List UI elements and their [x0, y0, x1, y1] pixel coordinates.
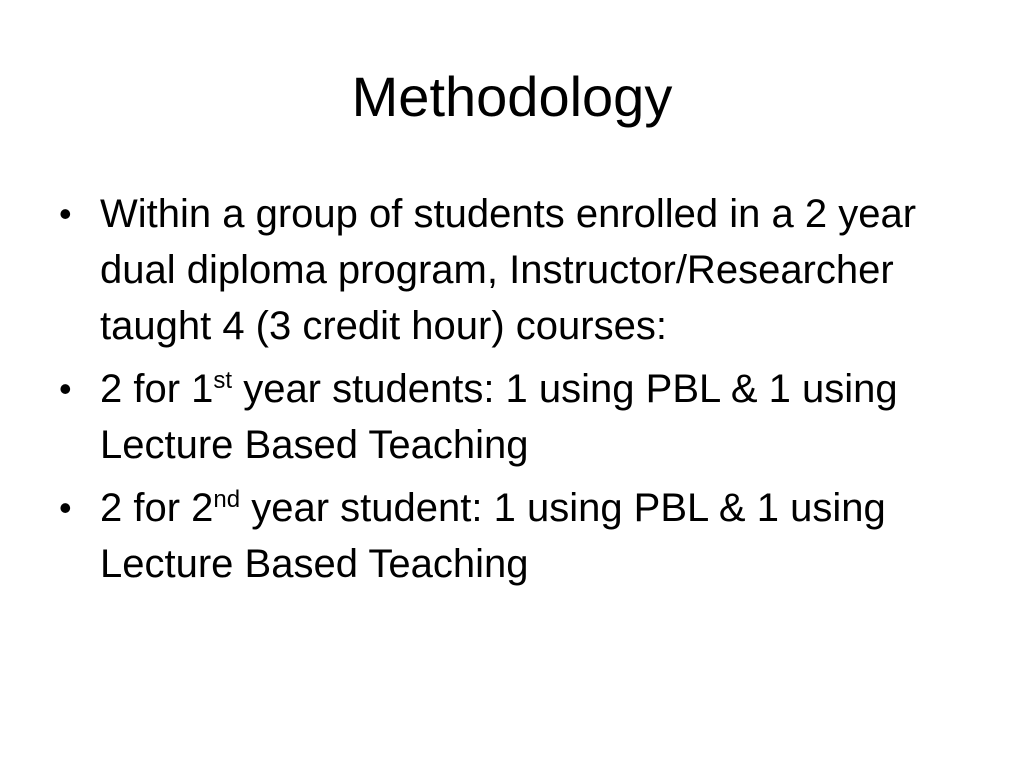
bullet-list [100, 186, 960, 599]
bullet-item [100, 361, 960, 473]
bullet-text-end: year students: 1 using PBL & 1 using Lecture Based Teaching [100, 367, 898, 467]
bullet-text-start: 2 for 2 [100, 486, 214, 530]
slide-title: Methodology [351, 65, 673, 128]
ordinal-suffix: st [213, 367, 233, 394]
bullet-item [100, 480, 960, 592]
ordinal-suffix: nd [213, 486, 241, 513]
bullet-item [100, 186, 960, 354]
bullet-text-start: 2 for 1 [100, 367, 214, 411]
bullet-text: Within a group of students enrolled in a 2 year dual diploma program, Instructor/Researcher taught 4 (3 credit hour) courses: [100, 192, 917, 348]
bullet-text-end: year student: 1 using PBL & 1 using Lecture Based Teaching [100, 486, 886, 586]
